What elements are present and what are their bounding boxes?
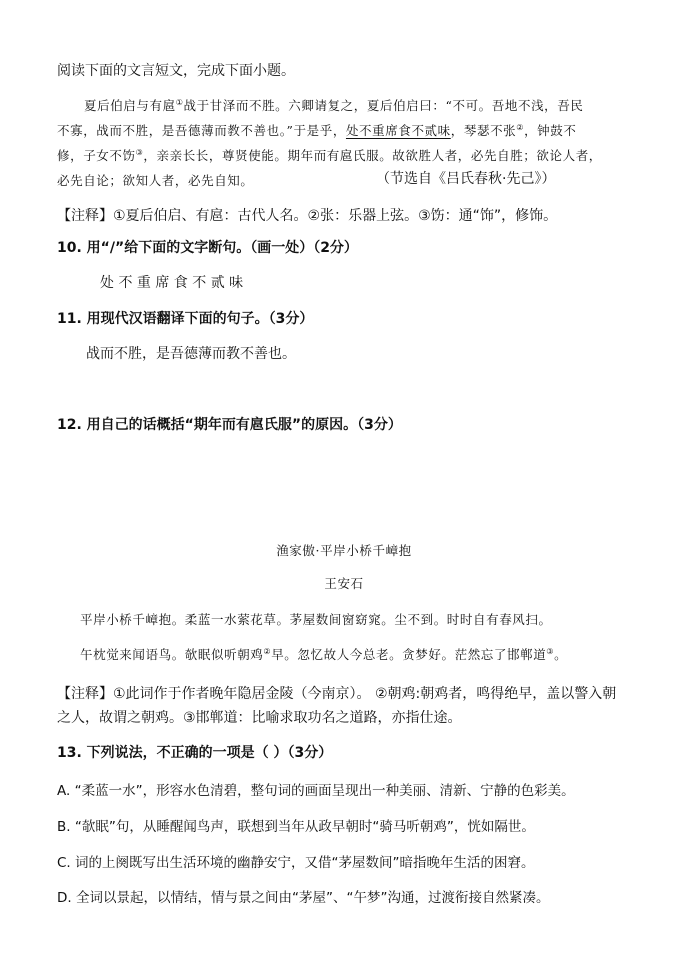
passage-line-3: 修，子女不饬③，亲亲长长，尊贤使能。期年而有扈氏服。故欲胜人者，必先自胜；欲论人者， xyxy=(57,147,602,163)
passage-line-2: 不寡，战而不胜，是吾德薄而教不善也。”于是乎，处不重席食不贰味，琴瑟不张②，钟鼓不 xyxy=(57,122,577,138)
question-11: 11. 用现代汉语翻译下面的句子。（3分） xyxy=(57,311,314,327)
poem-line-1: 平岸小桥千嶂抱。柔蓝一水萦花草。茅屋数间窗窈窕。尘不到。时时自有春风扫。 xyxy=(80,612,552,627)
question-13: 13. 下列说法，不正确的一项是（ ）（3分） xyxy=(57,745,333,761)
question-11-text: 战而不胜，是吾德薄而教不善也。 xyxy=(86,346,296,362)
passage-line-4: 必先自论；欲知人者，必先自知。 xyxy=(57,173,254,188)
underlined-sentence: 处不重席食不贰味 xyxy=(345,123,451,138)
option-d: D. 全词以景起，以情结，情与景之间由“茅屋”、“午梦”沟通，过渡衔接自然紧凑。 xyxy=(57,890,550,906)
question-10-text: 处 不 重 席 食 不 贰 味 xyxy=(100,275,244,291)
instruction-text: 阅读下面的文言短文，完成下面小题。 xyxy=(57,63,295,79)
question-12: 12. 用自己的话概括“期年而有扈氏服”的原因。（3分） xyxy=(57,417,402,433)
passage-notes: 【注释】①夏后伯启、有扈：古代人名。②张：乐器上弦。③饬：通“饰”，修饰。 xyxy=(57,208,558,224)
poem-author: 王安石 xyxy=(324,576,364,591)
poem-title: 渔家傲·平岸小桥千嶂抱 xyxy=(276,543,412,558)
poem-notes-line-1: 【注释】①此词作于作者晚年隐居金陵（今南京）。 ②朝鸡:朝鸡者，鸣得绝早，盖以警入朝 xyxy=(57,686,617,702)
passage-source: （节选自《吕氏春秋·先己》） xyxy=(376,171,556,187)
poem-notes-line-2: 之人，故谓之朝鸡。③邯郸道：比喻求取功名之道路，亦指仕途。 xyxy=(57,710,462,726)
option-b: B. “欹眠”句，从睡醒闻鸟声，联想到当年从政早朝时“骑马听朝鸡”，恍如隔世。 xyxy=(57,819,535,835)
question-10: 10. 用“/”给下面的文字断句。（画一处）（2分） xyxy=(57,240,358,256)
option-c: C. 词的上阕既写出生活环境的幽静安宁，又借“茅屋数间”暗指晚年生活的困窘。 xyxy=(57,855,535,871)
option-a: A. “柔蓝一水”，形容水色清碧，整句词的画面呈现出一种美丽、清新、宁静的色彩美。 xyxy=(57,783,575,799)
poem-line-2: 午枕觉来闻语鸟。欹眠似听朝鸡②早。忽忆故人今总老。贪梦好。茫然忘了邯郸道③。 xyxy=(80,646,568,662)
passage-line-1: 夏后伯启与有扈①战于甘泽而不胜。六卿请复之，夏后伯启曰：“不可。吾地不浅，吾民 xyxy=(84,97,584,113)
